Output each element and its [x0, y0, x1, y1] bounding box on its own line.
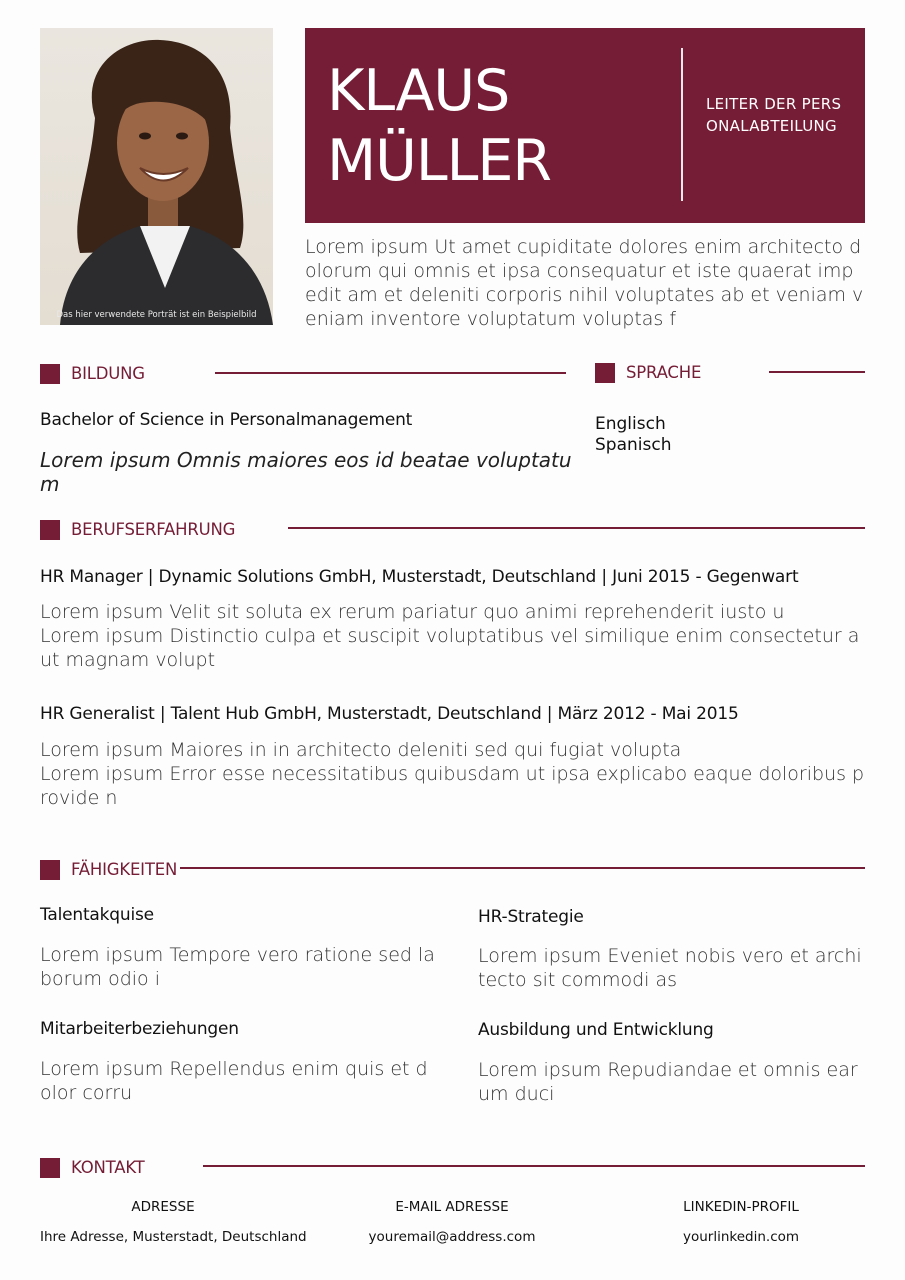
education-description: Lorem ipsum Omnis maiores eos id beatae voluptatum: [40, 448, 572, 496]
job-description: [40, 738, 865, 810]
full-name: [327, 56, 551, 196]
header-divider: [681, 48, 683, 201]
section-title: FÄHIGKEITEN: [71, 860, 178, 879]
section-marker: [40, 364, 60, 384]
section-marker: [40, 1158, 60, 1178]
section-marker: [40, 520, 60, 540]
contact-email-label: E-MAIL ADRESSE: [395, 1199, 509, 1215]
skill-description: Lorem ipsum Repudiandae et omnis earum duci: [478, 1059, 858, 1105]
section-marker: [595, 363, 615, 383]
job-title: LEITER DER PERSONALABTEILUNG: [706, 95, 842, 135]
section-rule: [288, 527, 865, 529]
last-name: MÜLLER: [327, 128, 552, 194]
profile-summary: Lorem ipsum Ut amet cupiditate dolores enim architecto dolorum qui omnis et ipsa consequatur et iste quaerat impedit am et deleniti corporis nihil voluptates ab et veniam veniam inventore voluptatum voluptas f: [305, 236, 864, 330]
section-rule: [769, 371, 865, 373]
first-name: KLAUS: [327, 58, 510, 124]
section-experience-header: [40, 518, 865, 540]
section-education-header: [40, 362, 570, 384]
section-title: SPRACHE: [626, 363, 702, 382]
section-contact-header: [40, 1156, 865, 1178]
skill-description: Lorem ipsum Repellendus enim quis et dolor corru: [40, 1058, 428, 1104]
education-degree: Bachelor of Science in Personalmanagement: [40, 410, 413, 430]
contact-linkedin-link[interactable]: yourlinkedin.com: [682, 1229, 800, 1245]
job-title-line: HR Manager | Dynamic Solutions GmbH, Musterstadt, Deutschland | Juni 2015 - Gegenwart: [40, 567, 799, 587]
section-rule: [203, 1165, 865, 1167]
language-item: Englisch: [595, 414, 666, 434]
name-header: [305, 28, 865, 223]
language-item: Spanisch: [595, 435, 672, 455]
job-description-line: Lorem ipsum Error esse necessitatibus quibusdam ut ipsa explicabo eaque doloribus provide n: [40, 763, 865, 809]
photo-caption: Das hier verwendete Porträt ist ein Beispielbild: [56, 310, 257, 320]
portrait-illustration: [40, 28, 273, 325]
section-marker: [40, 860, 60, 880]
skill-description: Lorem ipsum Eveniet nobis vero et architecto sit commodi as: [478, 945, 862, 991]
skill-title: Talentakquise: [40, 905, 154, 925]
skill-title: Mitarbeiterbeziehungen: [40, 1019, 239, 1039]
section-rule: [180, 867, 865, 869]
section-rule: [215, 372, 566, 374]
portrait-photo: [40, 28, 273, 325]
skill-title: HR-Strategie: [478, 907, 584, 927]
job-description-line: Lorem ipsum Distinctio culpa et suscipit voluptatibus vel similique enim consectetur aut magnam volupt: [40, 625, 860, 671]
skill-description: Lorem ipsum Tempore vero ratione sed laborum odio i: [40, 944, 435, 990]
job-description: [40, 600, 865, 672]
contact-address-label: ADRESSE: [131, 1199, 195, 1215]
job-description-line: Lorem ipsum Maiores in in architecto deleniti sed qui fugiat volupta: [40, 739, 682, 761]
contact-linkedin-label: LINKEDIN-PROFIL: [683, 1199, 799, 1215]
section-title: KONTAKT: [71, 1158, 145, 1177]
languages-list: [595, 414, 671, 456]
job-title-line: HR Generalist | Talent Hub GmbH, Musterstadt, Deutschland | März 2012 - Mai 2015: [40, 704, 739, 724]
contact-address-value: Ihre Adresse, Musterstadt, Deutschland: [40, 1229, 307, 1245]
skill-title: Ausbildung und Entwicklung: [478, 1020, 714, 1040]
contact-email-link[interactable]: youremail@address.com: [368, 1229, 536, 1245]
section-languages-header: [595, 361, 865, 383]
section-title: BERUFSERFAHRUNG: [71, 520, 236, 539]
job-description-line: Lorem ipsum Velit sit soluta ex rerum pariatur quo animi reprehenderit iusto u: [40, 601, 785, 623]
section-skills-header: [40, 858, 865, 880]
section-title: BILDUNG: [71, 364, 145, 383]
